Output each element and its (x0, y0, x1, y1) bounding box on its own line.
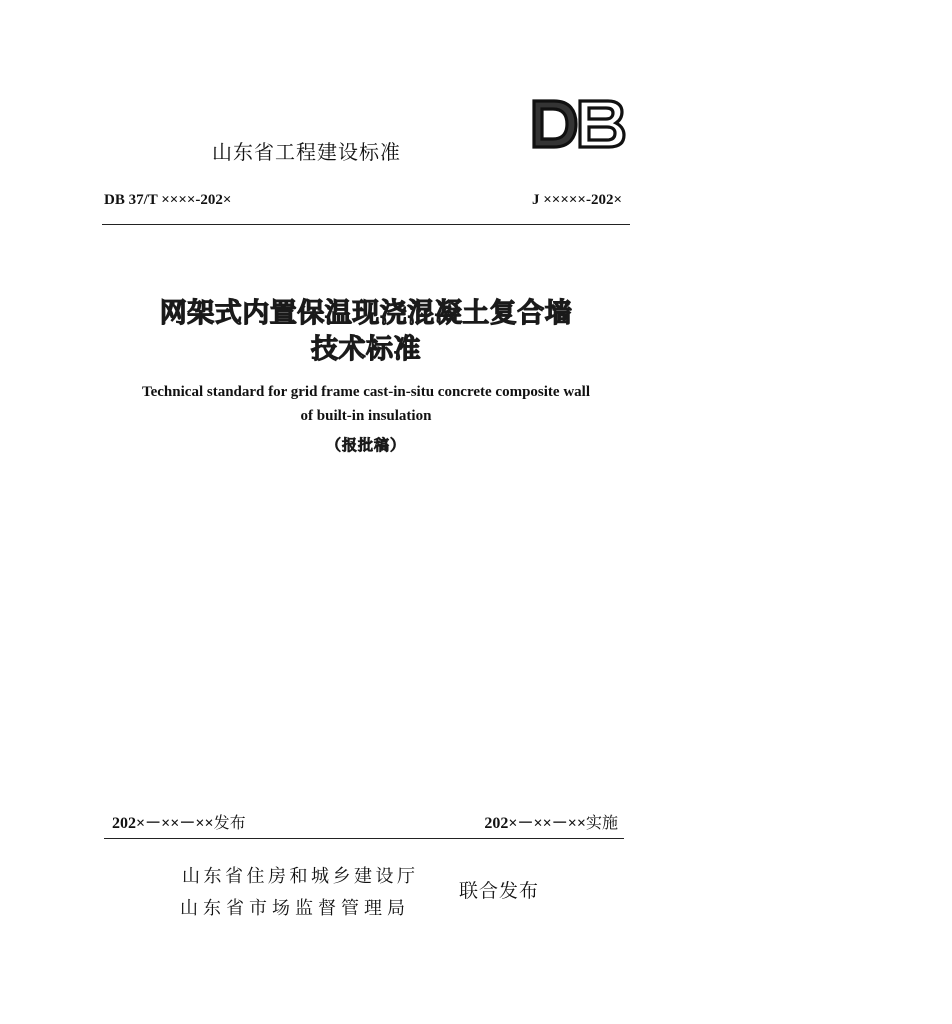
title-en-line2: of built-in insulation (300, 408, 432, 424)
footer-divider (104, 838, 624, 839)
standard-code: DB 37/T ××××-202× (104, 192, 232, 208)
publisher-market-regulation: 山东省市场监督管理局 (180, 898, 410, 919)
title-en (102, 380, 630, 428)
publisher-housing-dept: 山东省住房和城乡建设厅 (182, 866, 419, 887)
joint-publish-label: 联合发布 (459, 880, 540, 902)
effective-date: 202×－××－×× (484, 815, 586, 832)
title-cn-line1: 网架式内置保温现浇混凝土复合墙 (159, 298, 573, 329)
effective-date-line (484, 810, 618, 833)
publish-label: 发布 (213, 813, 246, 832)
title-cn-line2: 技术标准 (311, 334, 421, 365)
publish-date-line (112, 810, 246, 833)
effective-label: 实施 (585, 813, 618, 832)
draft-label: （报批稿） (325, 436, 406, 454)
title-block (102, 296, 630, 455)
db-standard-logo (530, 98, 626, 150)
record-code: J ×××××-202× (531, 192, 622, 208)
issuer-label: 山东省工程建设标准 (212, 140, 401, 164)
publish-date: 202×－××－×× (112, 815, 214, 832)
header-divider (102, 224, 630, 225)
title-en-line1: Technical standard for grid frame cast-in-situ concrete composite wall (141, 384, 590, 400)
